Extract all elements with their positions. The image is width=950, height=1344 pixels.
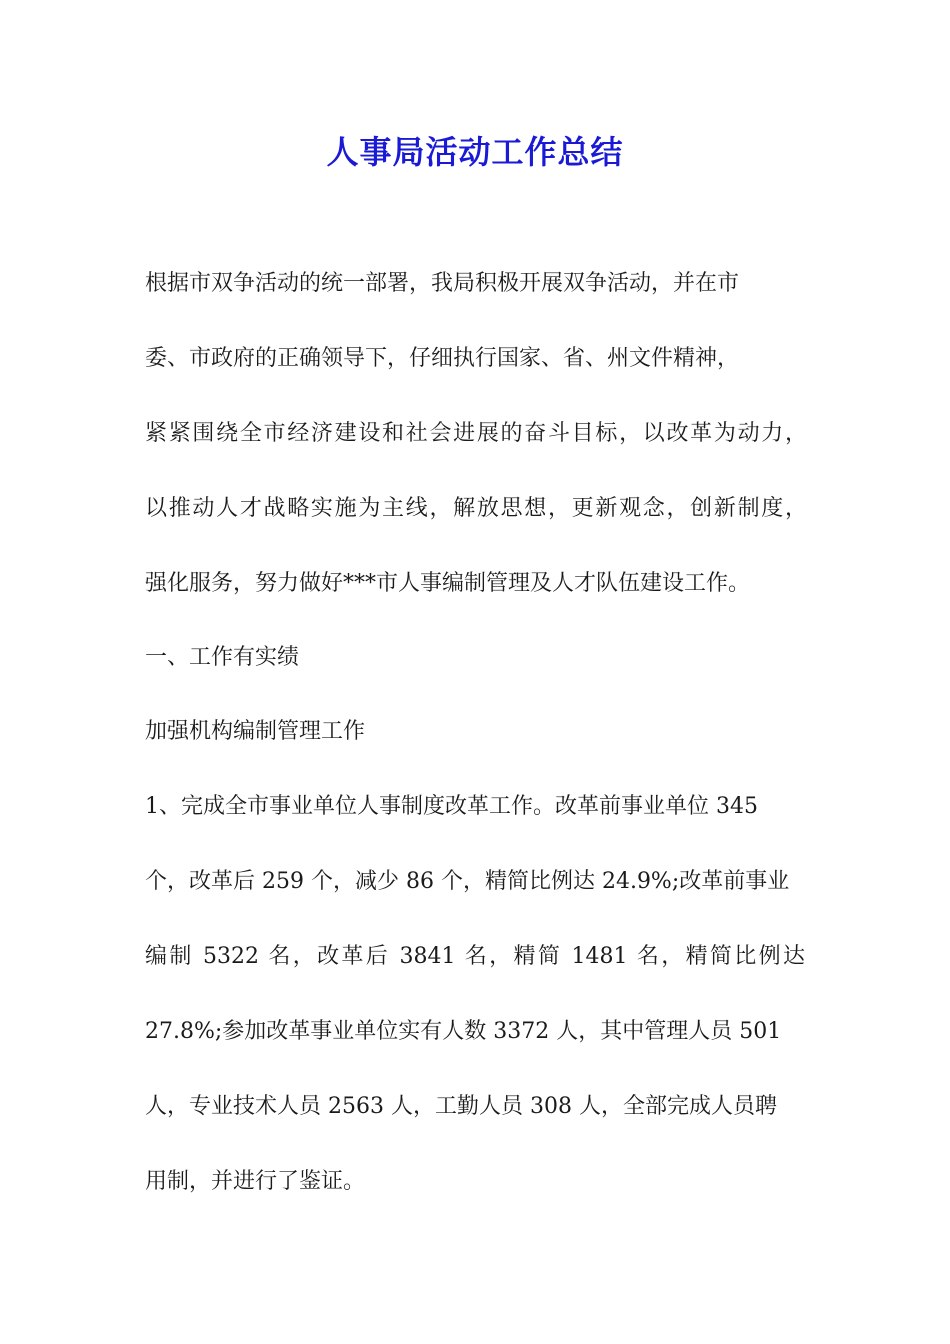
item-line: 编制 5322 名，改革后 3841 名，精简 1481 名，精简比例达 xyxy=(145,944,805,969)
item-line: 27.8%;参加改革事业单位实有人数 3372 人，其中管理人员 501 xyxy=(145,1019,782,1044)
intro-line: 根据市双争活动的统一部署，我局积极开展双争活动，并在市 xyxy=(145,271,740,296)
intro-line: 紧紧围绕全市经济建设和社会进展的奋斗目标，以改革为动力， xyxy=(145,421,807,446)
section-heading: 一、工作有实绩 xyxy=(145,645,300,670)
subheading: 加强机构编制管理工作 xyxy=(145,719,366,744)
document-title: 人事局活动工作总结 xyxy=(326,133,624,171)
intro-line: 以推动人才战略实施为主线，解放思想，更新观念，创新制度， xyxy=(145,496,807,521)
intro-line: 强化服务，努力做好***市人事编制管理及人才队伍建设工作。 xyxy=(145,571,751,596)
item-line: 人，专业技术人员 2563 人，工勤人员 308 人，全部完成人员聘 xyxy=(145,1094,777,1119)
item-line: 1、完成全市事业单位人事制度改革工作。改革前事业单位 345 xyxy=(145,794,758,819)
intro-line: 委、市政府的正确领导下，仔细执行国家、省、州文件精神， xyxy=(145,346,740,371)
item-line: 用制，并进行了鉴证。 xyxy=(145,1169,366,1194)
item-line: 个，改革后 259 个，减少 86 个，精简比例达 24.9%;改革前事业 xyxy=(145,869,790,894)
